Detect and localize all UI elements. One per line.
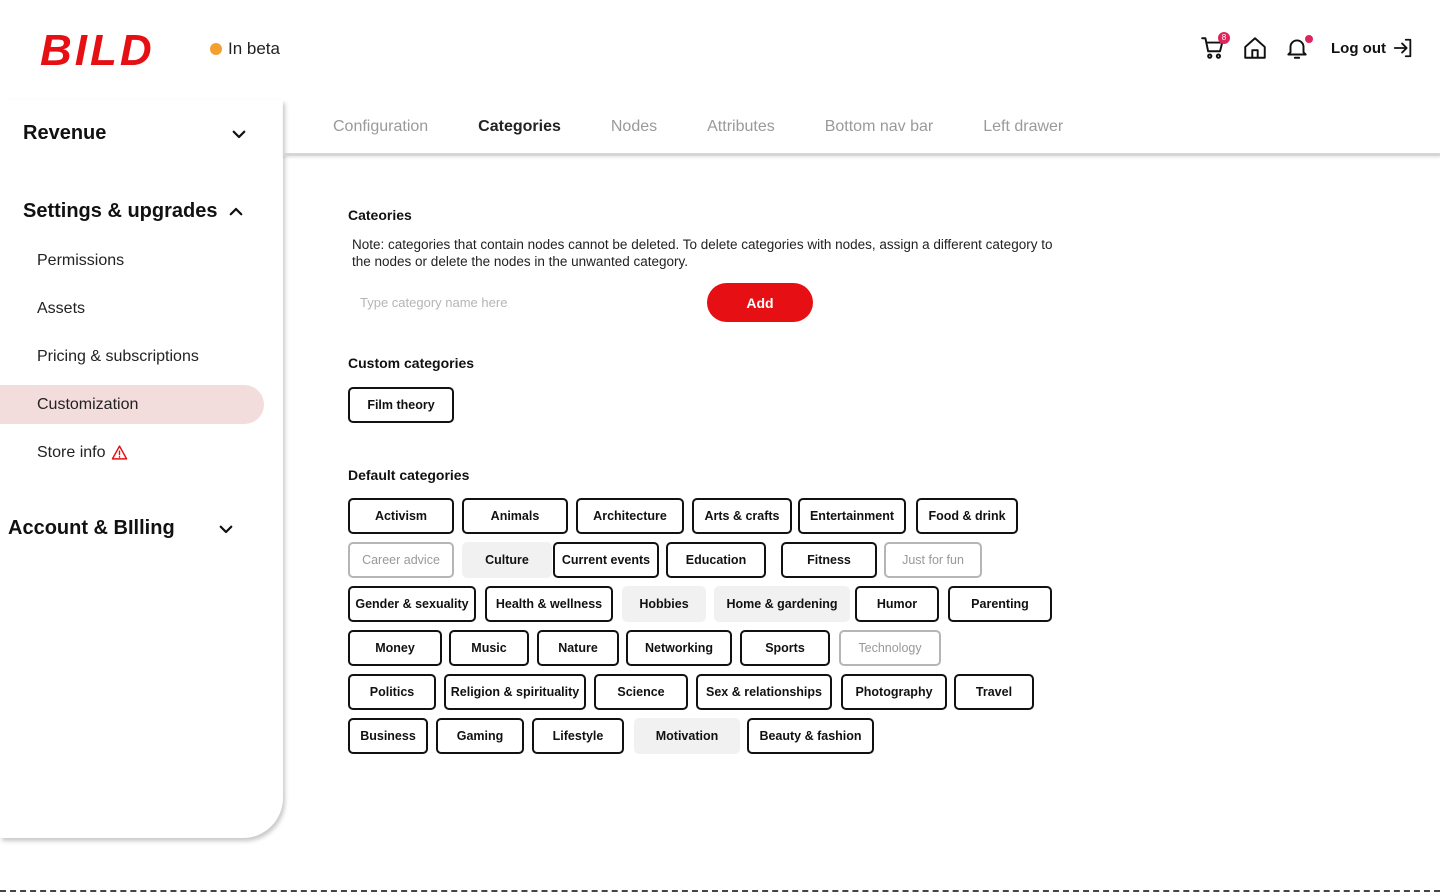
category-chip-religion-spirituality[interactable]: Religion & spirituality bbox=[444, 674, 586, 710]
home-button[interactable] bbox=[1241, 34, 1269, 62]
logo-text: BILD bbox=[40, 30, 155, 68]
category-chip-health-wellness[interactable]: Health & wellness bbox=[485, 586, 613, 622]
sidebar-section-settings[interactable] bbox=[23, 200, 245, 223]
warning-icon bbox=[111, 444, 128, 461]
tab-bottom-nav-bar[interactable]: Bottom nav bar bbox=[824, 117, 934, 135]
page-divider bbox=[0, 890, 1440, 892]
cart-count-badge: 8 bbox=[1218, 32, 1230, 44]
deletion-note: Note: categories that contain nodes cannot be deleted. To delete categories with nodes, assign a different category to the nodes or delete the nodes in the unwanted category. bbox=[352, 237, 1053, 269]
sidebar-item-label: Pricing & subscriptions bbox=[37, 347, 199, 365]
category-name-input[interactable] bbox=[352, 286, 692, 318]
sidebar-section-label: Settings & upgrades bbox=[23, 200, 218, 222]
category-chip-politics[interactable]: Politics bbox=[348, 674, 436, 710]
category-chip-architecture[interactable]: Architecture bbox=[576, 498, 684, 534]
custom-categories-title: Custom categories bbox=[348, 355, 475, 371]
header-actions bbox=[1199, 34, 1414, 62]
cart-button[interactable] bbox=[1199, 34, 1227, 62]
category-chip-parenting[interactable]: Parenting bbox=[948, 586, 1052, 622]
tab-configuration[interactable]: Configuration bbox=[333, 117, 429, 135]
category-chip-sports[interactable]: Sports bbox=[740, 630, 830, 666]
category-chip-business[interactable]: Business bbox=[348, 718, 428, 754]
category-chip-lifestyle[interactable]: Lifestyle bbox=[532, 718, 624, 754]
category-chip-arts-crafts[interactable]: Arts & crafts bbox=[692, 498, 792, 534]
page-title: Cateories bbox=[348, 207, 412, 223]
category-chip-just-for-fun[interactable]: Just for fun bbox=[884, 542, 982, 578]
sidebar-item-label: Customization bbox=[37, 395, 139, 413]
add-category-button[interactable]: Add bbox=[707, 283, 813, 322]
tab-nodes[interactable]: Nodes bbox=[610, 117, 658, 135]
bild-logo[interactable] bbox=[38, 30, 196, 68]
sidebar-section-account[interactable] bbox=[8, 517, 235, 540]
category-chip-gaming[interactable]: Gaming bbox=[436, 718, 524, 754]
category-chip-fitness[interactable]: Fitness bbox=[781, 542, 877, 578]
category-chip-activism[interactable]: Activism bbox=[348, 498, 454, 534]
sidebar-section-revenue[interactable] bbox=[23, 122, 248, 145]
sidebar-item-store-info[interactable] bbox=[0, 433, 264, 472]
category-chip-education[interactable]: Education bbox=[666, 542, 766, 578]
default-categories-title: Default categories bbox=[348, 467, 470, 483]
category-chip-career-advice[interactable]: Career advice bbox=[348, 542, 454, 578]
category-chip-money[interactable]: Money bbox=[348, 630, 442, 666]
logout-icon bbox=[1392, 37, 1414, 59]
notifications-button[interactable] bbox=[1283, 34, 1311, 62]
category-chip-networking[interactable]: Networking bbox=[626, 630, 732, 666]
tab-attributes[interactable]: Attributes bbox=[707, 117, 775, 135]
tab-bar bbox=[283, 100, 1440, 156]
chevron-up-icon bbox=[227, 203, 245, 221]
category-chip-current-events[interactable]: Current events bbox=[553, 542, 659, 578]
category-chip-photography[interactable]: Photography bbox=[841, 674, 947, 710]
category-chip-home-gardening[interactable]: Home & gardening bbox=[714, 586, 850, 622]
tab-left-drawer[interactable]: Left drawer bbox=[983, 117, 1064, 135]
logout-label: Log out bbox=[1331, 39, 1386, 57]
sidebar-section-label: Revenue bbox=[23, 122, 107, 144]
beta-dot-icon bbox=[210, 43, 222, 55]
sidebar-item-label: Assets bbox=[37, 299, 86, 317]
logout-button[interactable] bbox=[1331, 37, 1414, 59]
home-icon bbox=[1242, 35, 1268, 61]
category-chip-sex-relationships[interactable]: Sex & relationships bbox=[696, 674, 832, 710]
category-chip-animals[interactable]: Animals bbox=[462, 498, 568, 534]
sidebar bbox=[0, 100, 283, 838]
category-chip-music[interactable]: Music bbox=[449, 630, 529, 666]
sidebar-item-customization[interactable] bbox=[0, 385, 264, 424]
category-chip-food-drink[interactable]: Food & drink bbox=[916, 498, 1018, 534]
chevron-down-icon bbox=[217, 520, 235, 538]
sidebar-item-pricing[interactable] bbox=[0, 337, 264, 376]
beta-indicator bbox=[210, 39, 280, 59]
category-chip-culture[interactable]: Culture bbox=[462, 542, 552, 578]
chevron-down-icon bbox=[230, 125, 248, 143]
category-chip-motivation[interactable]: Motivation bbox=[634, 718, 740, 754]
sidebar-item-permissions[interactable] bbox=[0, 241, 264, 280]
sidebar-section-label: Account & BIlling bbox=[8, 517, 175, 539]
beta-label: In beta bbox=[228, 39, 280, 58]
category-chip-science[interactable]: Science bbox=[594, 674, 688, 710]
sidebar-item-label: Permissions bbox=[37, 251, 125, 269]
category-chip-nature[interactable]: Nature bbox=[537, 630, 619, 666]
category-chip-humor[interactable]: Humor bbox=[855, 586, 939, 622]
notification-dot bbox=[1305, 35, 1313, 43]
category-chip-beauty-fashion[interactable]: Beauty & fashion bbox=[747, 718, 874, 754]
category-chip-gender-sexuality[interactable]: Gender & sexuality bbox=[348, 586, 476, 622]
category-chip-hobbies[interactable]: Hobbies bbox=[622, 586, 706, 622]
tab-categories[interactable]: Categories bbox=[478, 117, 561, 135]
sidebar-item-label: Store info bbox=[37, 443, 106, 461]
category-chip-travel[interactable]: Travel bbox=[954, 674, 1034, 710]
category-chip-film-theory[interactable]: Film theory bbox=[348, 387, 454, 423]
category-chip-entertainment[interactable]: Entertainment bbox=[798, 498, 906, 534]
category-chip-technology[interactable]: Technology bbox=[839, 630, 941, 666]
sidebar-item-assets[interactable] bbox=[0, 289, 264, 328]
top-header bbox=[0, 0, 1440, 100]
